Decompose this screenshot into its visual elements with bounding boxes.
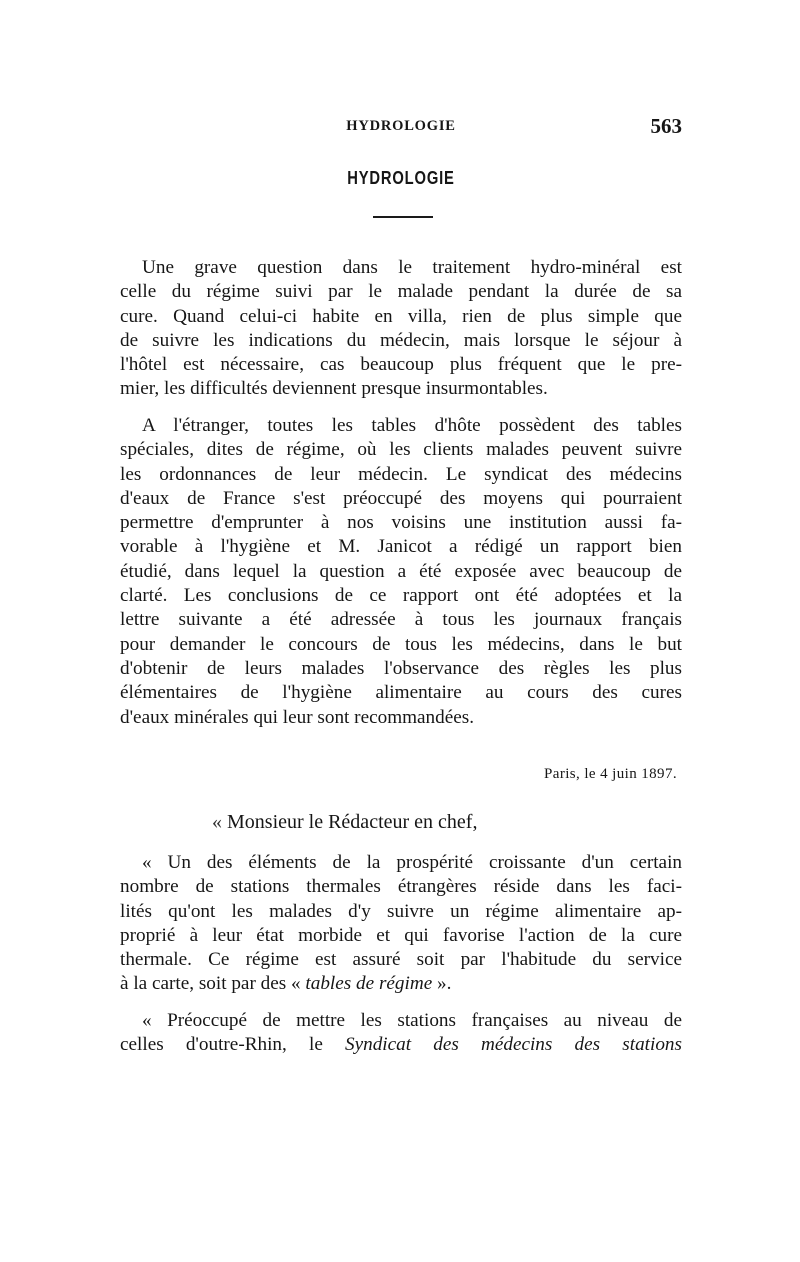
text-line: les ordonnances de leur médecin. Le syndicat des médecins [120,463,682,485]
text-line: d'eaux minérales qui leur sont recommandées. [120,706,475,728]
text-line: cure. Quand celui-ci habite en villa, rien de plus simple que [120,305,682,327]
letter-paragraph-1 [120,851,682,997]
letter-date: Paris, le 4 juin 1897. [544,766,677,782]
text-line: étudié, dans lequel la question a été exposée avec beaucoup de [120,560,682,582]
letter-paragraph-2 [120,1009,682,1058]
page-number: 563 [650,114,682,138]
running-head [120,112,682,142]
title-rule [373,216,433,218]
text-line: nombre de stations thermales étrangères réside dans les faci- [120,876,682,898]
text-line: d'eaux de France s'est préoccupé des moyens qui pourraient [120,487,682,509]
text-line: Une grave question dans le traitement hydro-minéral est [142,257,682,278]
text-line: de suivre les indications du médecin, mais lorsque le séjour à [120,329,682,351]
paragraph-1 [120,256,682,402]
text-line: d'obtenir de leurs malades l'observance des règles les plus [120,657,682,679]
text-line: l'hôtel est nécessaire, cas beaucoup plus fréquent que le pre- [120,354,682,376]
italic-phrase: Syndicat des médecins des stations [345,1034,682,1056]
text-line [120,972,682,996]
salutation-text: Monsieur le Rédacteur en chef, [227,811,478,833]
running-title: HYDROLOGIE [346,118,456,134]
text-line: mier, les difficultés deviennent presque insurmontables. [120,378,548,400]
text-line: proprié à leur état morbide et qui favorise l'action de la cure [120,924,682,946]
text-line [120,1033,682,1057]
text-line: permettre d'emprunter à nos voisins une institution aussi fa- [120,512,682,534]
paragraph-2 [120,414,682,730]
text-line: thermale. Ce régime est assuré soit par l'habitude du service [120,949,682,971]
text-fragment: ». [432,973,452,995]
text-fragment: à la carte, soit par des « [120,973,306,995]
text-line: vorable à l'hygiène et M. Janicot a rédigé un rapport bien [120,536,682,558]
text-line: « Préoccupé de mettre les stations françaises au niveau de [142,1010,682,1031]
text-line: pour demander le concours de tous les médecins, dans le but [120,633,682,655]
italic-phrase: tables de régime [305,973,433,995]
section-title: HYDROLOGIE [347,168,455,188]
text-line: spéciales, dites de régime, où les clients malades peuvent suivre [120,439,682,461]
opening-quote: « [212,811,222,833]
text-line: A l'étranger, toutes les tables d'hôte possèdent des tables [142,415,682,436]
text-line: lettre suivante a été adressée à tous les journaux français [120,609,682,631]
text-line: « Un des éléments de la prospérité croissante d'un certain [142,852,682,873]
text-line: celle du régime suivi par le malade pendant la durée de sa [120,281,682,303]
text-line: clarté. Les conclusions de ce rapport ont été adoptées et la [120,585,682,607]
letter-salutation [212,811,477,834]
text-line: élémentaires de l'hygiène alimentaire au cours des cures [120,682,682,704]
text-line: lités qu'ont les malades d'y suivre un régime alimentaire ap- [120,900,682,922]
text-fragment: celles d'outre-Rhin, le [120,1034,345,1056]
